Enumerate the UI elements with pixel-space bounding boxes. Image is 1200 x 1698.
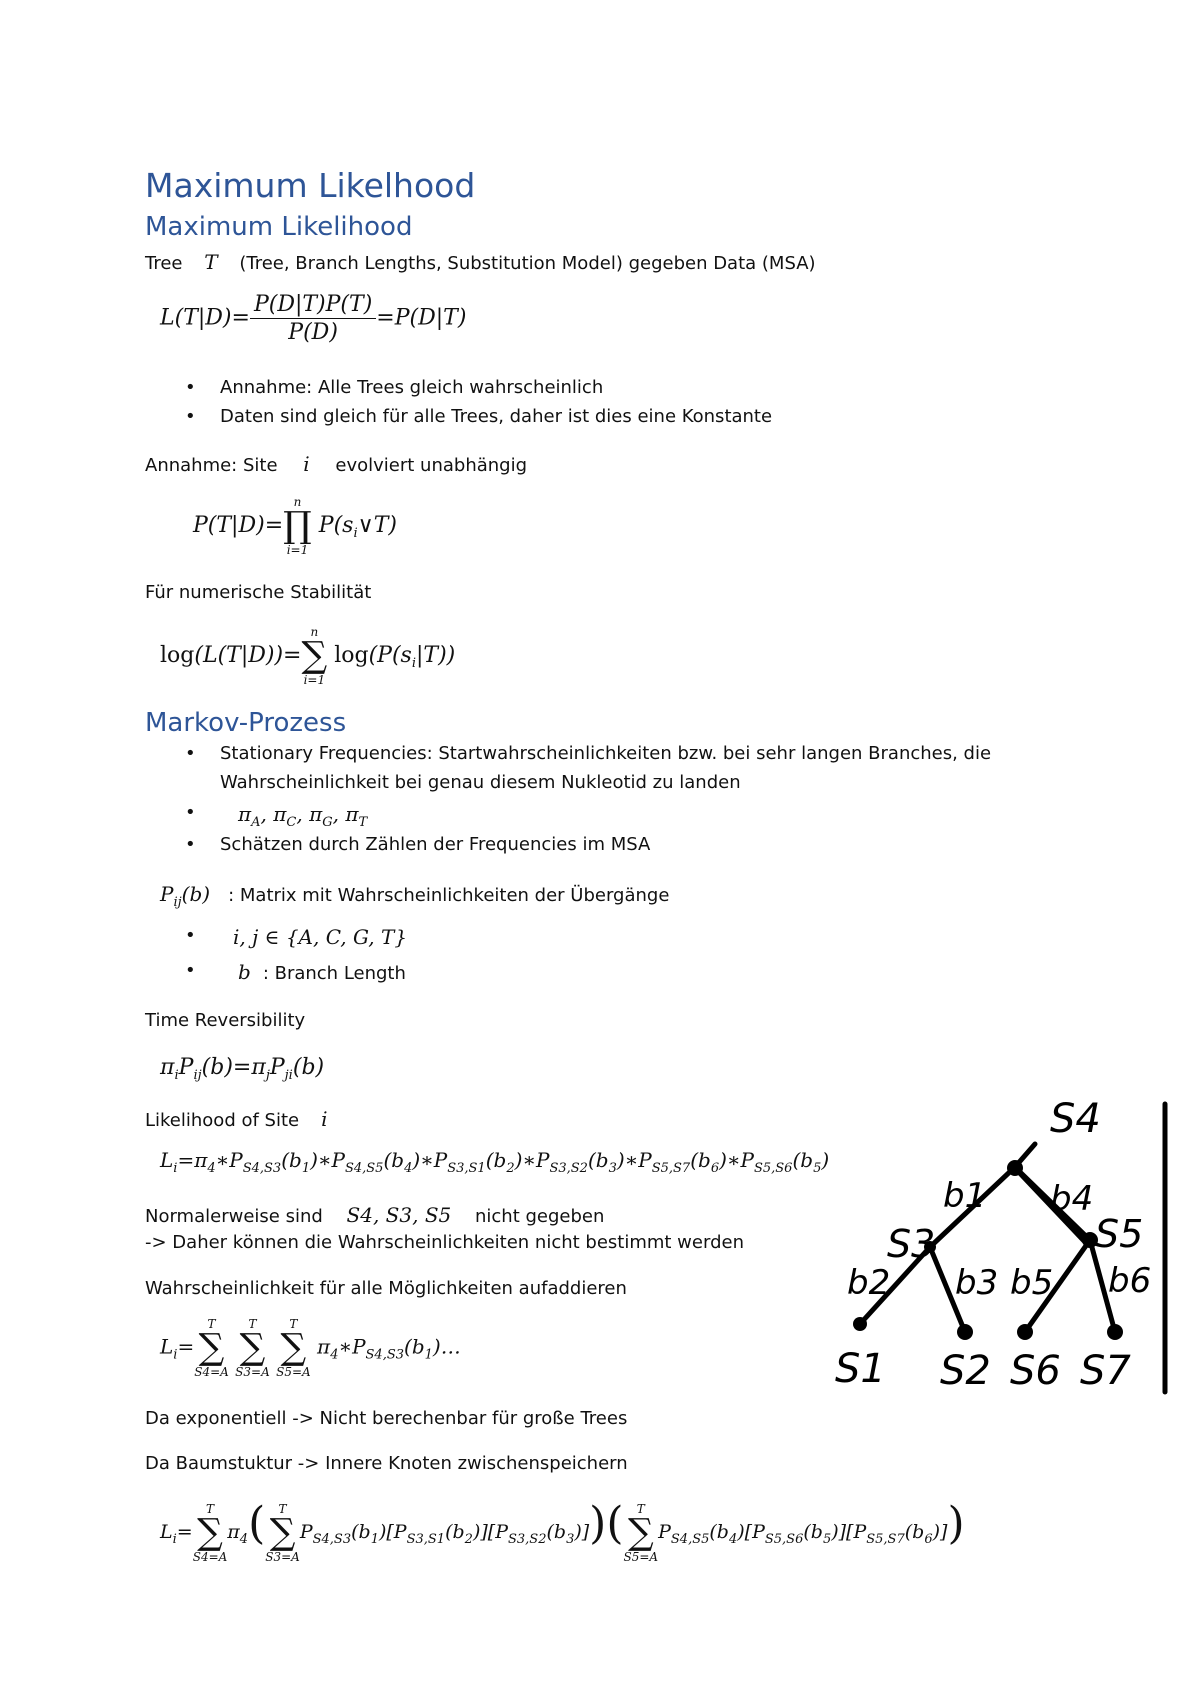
- sum-all-line: Wahrscheinlichkeit für alle Möglichkeiten aufaddieren: [145, 1278, 627, 1299]
- label-s5: S5: [1095, 1212, 1144, 1256]
- label-s4: S4: [1050, 1096, 1101, 1142]
- bayes-formula: L(T|D)= $\frac{P(D|T)P(T)}{P(D)}$ =P(D|T): [160, 292, 467, 345]
- tree-symbol: T: [204, 250, 218, 274]
- therefore-line: -> Daher können die Wahrscheinlichkeiten nicht bestimmt werden: [145, 1232, 744, 1253]
- likelihood-site: Likelihood of Site i: [145, 1107, 328, 1131]
- normally-line: Normalerweise sind S4, S3, S5 nicht gegeben: [145, 1203, 605, 1227]
- label-b2: b2: [847, 1263, 891, 1303]
- label-b4: b4: [1050, 1179, 1094, 1219]
- log-formula: log(L(T|D))= n ∑ i=1 $\log(P(s_i|T))$: [160, 625, 456, 687]
- time-reversibility: Time Reversibility: [145, 1010, 306, 1031]
- markov-bullet-1-cont: Wahrscheinlichkeit bei genau diesem Nukleotid zu landen: [220, 772, 741, 793]
- label-b1: b1: [943, 1176, 987, 1216]
- label-b3: b3: [955, 1263, 999, 1303]
- label-b6: b6: [1108, 1261, 1152, 1301]
- tree-definition: [145, 250, 816, 274]
- label-s3: S3: [887, 1222, 936, 1266]
- label-s2: S2: [940, 1348, 991, 1394]
- handwritten-tree-drawing: [825, 1092, 1175, 1402]
- exponential-line: Da exponentiell -> Nicht berechenbar für große Trees: [145, 1408, 628, 1429]
- stability-text: Für numerische Stabilität: [145, 582, 372, 603]
- product-formula: P(T|D)= n ∏ i=1 $P(s_i\vee T)$: [193, 495, 397, 557]
- tree-prefix: Tree: [145, 253, 183, 274]
- node-s2: [957, 1324, 973, 1340]
- node-s4: [1007, 1160, 1023, 1176]
- site-likelihood-formula: $L_i=\pi_4∗P_{S4,S3}(b_1)∗P_{S4,S5}(b_4)∗P_{S3,S1}(b_2)∗P_{S3,S2}(b_3)∗P_{S5,S7}(b_6)∗P_{S5,S6}(b_5)$: [160, 1148, 830, 1176]
- index-set: i, j ∈ {A, C, G, T}: [233, 925, 408, 949]
- matrix-definition: $P_{ij}(b)$ : Matrix mit Wahrscheinlichkeiten der Übergänge: [160, 882, 670, 910]
- label-s6: S6: [1010, 1348, 1061, 1394]
- site-symbol: i: [303, 452, 310, 476]
- node-s7: [1107, 1324, 1123, 1340]
- tree-structure-line: Da Baumstuktur -> Innere Knoten zwischenspeichern: [145, 1453, 628, 1474]
- label-s7: S7: [1080, 1348, 1131, 1394]
- sum-formula: $L_i=$ T ∑ S4=A T ∑ S3=A T ∑ S5=A $\pi_4∗P_{S4,S3}(b_1)\dots$: [160, 1317, 461, 1379]
- tree-suffix: (Tree, Branch Lengths, Substitution Model) gegeben Data (MSA): [239, 253, 816, 274]
- dynamic-formula: $L_i=$ T ∑ S4=A $\pi_4$( T ∑ S3=A $P_{S4,S3}(b_1)[P_{S3,S1}(b_2)][P_{S3,S2}(b_3)]$)( T ∑ S5=A $P_{S4,S5}(b_4)[P_{S5,S6}(b_5)][P_{S5,S7}(b_6)]$): [160, 1498, 965, 1564]
- pi-symbols: $\pi_A$, $\pi_C$, $\pi_G$, $\pi_T$: [238, 802, 368, 830]
- section-heading-markov: Markov-Prozess: [145, 708, 347, 738]
- reversibility-formula: $\pi_iP_{ij}(b)=\pi_jP_{ji}(b)$: [160, 1055, 325, 1083]
- page-title: Maximum Likelhood: [145, 166, 476, 205]
- node-s6: [1017, 1324, 1033, 1340]
- label-s1: S1: [835, 1346, 886, 1392]
- node-s1: [853, 1317, 867, 1331]
- section-heading-ml: Maximum Likelihood: [145, 212, 413, 242]
- label-b5: b5: [1010, 1263, 1054, 1303]
- site-assumption: Annahme: Site i evolviert unabhängig: [145, 452, 528, 476]
